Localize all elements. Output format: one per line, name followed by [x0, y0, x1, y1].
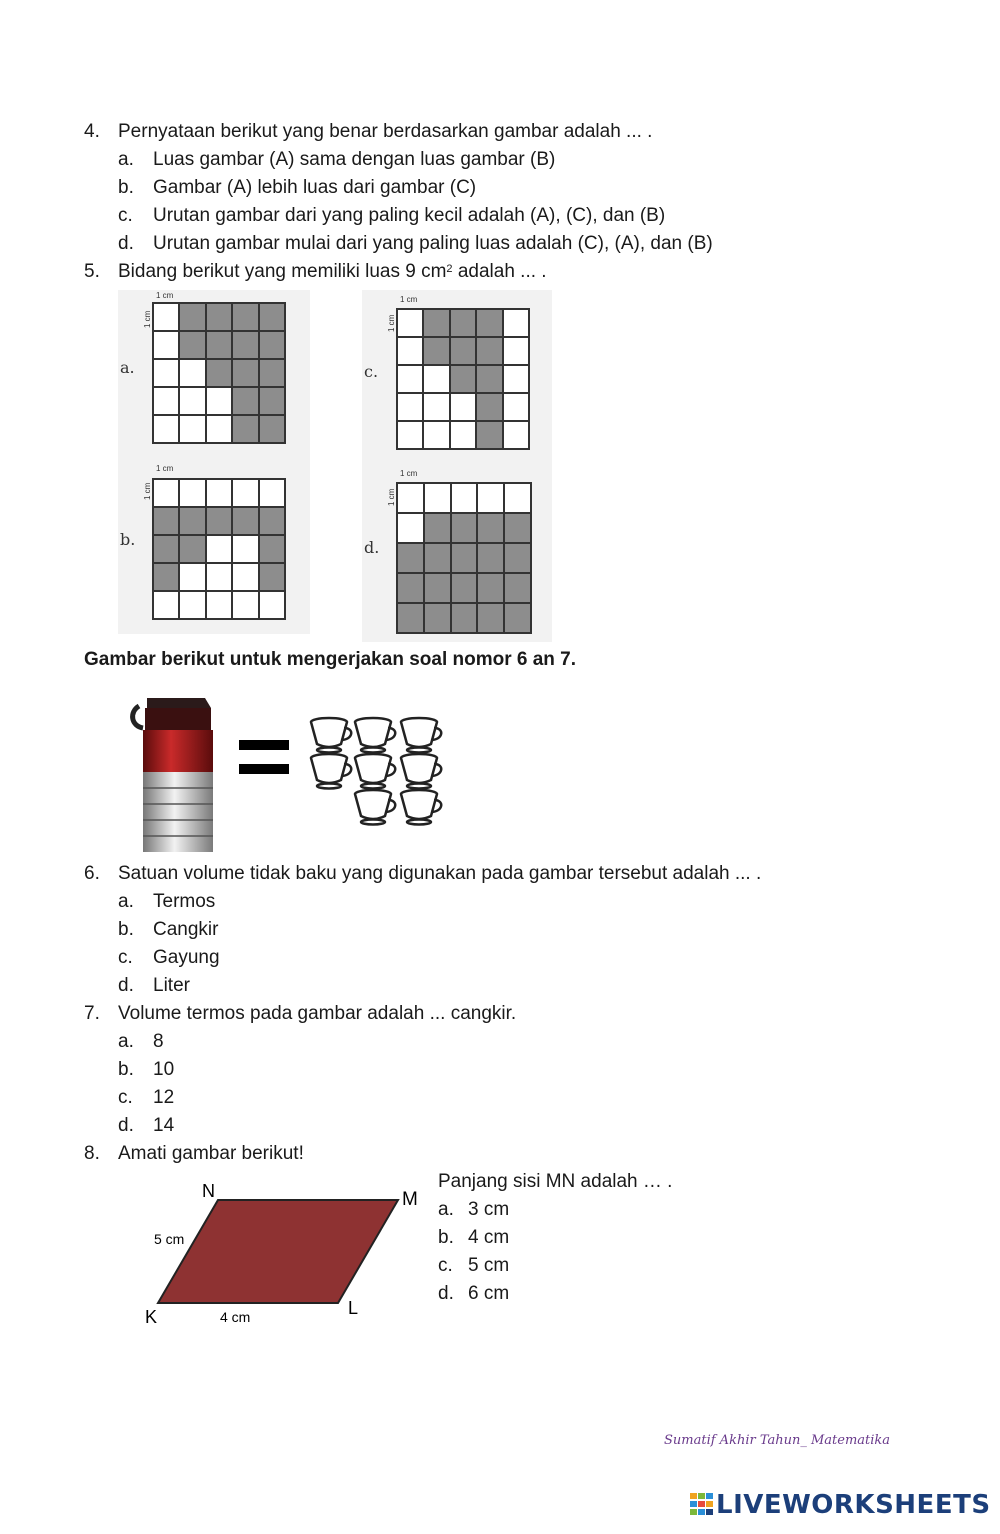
- figure-label: d.: [364, 538, 380, 557]
- thermos-icon: [133, 698, 213, 852]
- grid-cell-shaded: [397, 573, 424, 603]
- grid-cell-shaded: [153, 535, 179, 563]
- grid-cell: [503, 421, 529, 449]
- cup-icon: [401, 790, 441, 825]
- q7-number: 7.: [84, 1003, 100, 1024]
- side-kl-label: 4 cm: [220, 1309, 251, 1325]
- cup-icon: [355, 754, 395, 789]
- grid-cell: [450, 421, 476, 449]
- grid-cell-shaded: [450, 309, 476, 337]
- unit-label-vertical: 1 cm: [143, 310, 152, 328]
- grid-cell-shaded: [451, 543, 478, 573]
- grid-cell: [153, 415, 179, 443]
- unit-label-horizontal: 1 cm: [156, 291, 174, 300]
- grid-cell: [423, 393, 449, 421]
- option-text: 14: [153, 1115, 175, 1136]
- grid-cell: [179, 387, 205, 415]
- option-text: Cangkir: [153, 919, 219, 940]
- option-letter: b.: [118, 1059, 134, 1080]
- vertex-n-label: N: [202, 1181, 215, 1201]
- grid-cell-shaded: [477, 513, 504, 543]
- option-letter: c.: [118, 1087, 133, 1108]
- grid-cell-shaded: [179, 507, 205, 535]
- equals-sign: [239, 740, 289, 774]
- grid-cell-shaded: [259, 535, 285, 563]
- q5-superscript: 2: [446, 263, 453, 275]
- option-text: Gambar (A) lebih luas dari gambar (C): [153, 177, 477, 198]
- grid-cell-shaded: [206, 359, 232, 387]
- grid-cell: [397, 483, 424, 513]
- grid-cell: [503, 309, 529, 337]
- option-text: Urutan gambar mulai dari yang paling luas adalah (C), (A), dan (B): [153, 233, 713, 254]
- grid-cell: [179, 591, 205, 619]
- option-letter: d.: [438, 1283, 454, 1304]
- q6-text: Satuan volume tidak baku yang digunakan pada gambar tersebut adalah ... .: [118, 863, 762, 884]
- grid-cell: [397, 309, 423, 337]
- grid-cell-shaded: [451, 603, 478, 633]
- grid-cell-shaded: [259, 387, 285, 415]
- grid-cell: [153, 591, 179, 619]
- grid-cell: [153, 359, 179, 387]
- grid-cell: [232, 479, 258, 507]
- unit-label-vertical: 1 cm: [387, 314, 396, 332]
- option-letter: a.: [118, 149, 134, 170]
- grid-cell: [206, 563, 232, 591]
- grid-cell-shaded: [232, 507, 258, 535]
- grid-cell-shaded: [232, 415, 258, 443]
- q5-text: [118, 260, 547, 284]
- grid-cell: [397, 421, 423, 449]
- grid-cell-shaded: [476, 393, 502, 421]
- grid-cell: [259, 591, 285, 619]
- unit-label-horizontal: 1 cm: [156, 464, 174, 473]
- grid-cell: [206, 479, 232, 507]
- side-kn-label: 5 cm: [154, 1231, 185, 1247]
- parallelogram-figure: [140, 1175, 440, 1330]
- option-letter: b.: [118, 177, 134, 198]
- unit-label-vertical: 1 cm: [143, 482, 152, 500]
- grid-cell: [179, 359, 205, 387]
- vertex-k-label: K: [145, 1307, 158, 1327]
- q5-number: 5.: [84, 261, 100, 282]
- grid-cell: [153, 331, 179, 359]
- grid-cell: [450, 393, 476, 421]
- grid-cell-shaded: [259, 507, 285, 535]
- grid-cell: [153, 303, 179, 331]
- q5-figure-d: [362, 466, 552, 642]
- grid-cell: [153, 387, 179, 415]
- grid-cell: [179, 479, 205, 507]
- unit-label-horizontal: 1 cm: [400, 295, 418, 304]
- grid-cell: [504, 483, 531, 513]
- option-text: 4 cm: [468, 1227, 510, 1248]
- option-text: Termos: [153, 891, 216, 912]
- q5-text-suffix: adalah ... .: [452, 261, 547, 282]
- grid-cell: [206, 591, 232, 619]
- option-letter: b.: [438, 1227, 454, 1248]
- grid-cell: [477, 483, 504, 513]
- q4-text: Pernyataan berikut yang benar berdasarkan gambar adalah ... .: [118, 121, 653, 142]
- option-letter: c.: [118, 947, 133, 968]
- grid-cell: [206, 387, 232, 415]
- grid-cell-shaded: [477, 573, 504, 603]
- grid-cell-shaded: [179, 303, 205, 331]
- figure-label: b.: [120, 530, 136, 549]
- grid-cell: [179, 415, 205, 443]
- option-letter: c.: [118, 205, 133, 226]
- q8-prompt: Panjang sisi MN adalah … .: [438, 1171, 673, 1192]
- grid-cell: [423, 365, 449, 393]
- option-letter: a.: [438, 1199, 454, 1220]
- grid-cell-shaded: [504, 513, 531, 543]
- grid-cell-shaded: [476, 337, 502, 365]
- grid-cell-shaded: [232, 359, 258, 387]
- grid-cell-shaded: [206, 331, 232, 359]
- grid-cell: [153, 479, 179, 507]
- q5-figure-c: [362, 290, 552, 466]
- grid-cell-shaded: [153, 563, 179, 591]
- grid-cell-shaded: [259, 563, 285, 591]
- unit-label-vertical: 1 cm: [387, 488, 396, 506]
- option-text: 10: [153, 1059, 175, 1080]
- grid-cell-shaded: [259, 415, 285, 443]
- grid-cell-shaded: [259, 303, 285, 331]
- grid-cell-shaded: [424, 543, 451, 573]
- grid-cell-shaded: [259, 331, 285, 359]
- grid-cell: [397, 365, 423, 393]
- grid-cell-shaded: [153, 507, 179, 535]
- option-letter: d.: [118, 233, 134, 254]
- q8-number: 8.: [84, 1143, 100, 1164]
- option-letter: d.: [118, 1115, 134, 1136]
- parallelogram-klmn: [158, 1200, 398, 1303]
- option-text: 5 cm: [468, 1255, 510, 1276]
- q5-grid-a: [152, 302, 286, 444]
- grid-cell-shaded: [504, 603, 531, 633]
- brand-text: LIVEWORKSHEETS: [716, 1490, 991, 1520]
- grid-cell: [206, 415, 232, 443]
- grid-cell-shaded: [397, 543, 424, 573]
- liveworksheets-logo[interactable]: [690, 1490, 991, 1520]
- grid-cell-shaded: [397, 603, 424, 633]
- grid-cell: [259, 479, 285, 507]
- grid-cell-shaded: [451, 513, 478, 543]
- q6-number: 6.: [84, 863, 100, 884]
- grid-cell-shaded: [504, 543, 531, 573]
- vertex-l-label: L: [348, 1298, 359, 1318]
- grid-cell-shaded: [477, 603, 504, 633]
- grid-cell-shaded: [424, 603, 451, 633]
- grid-cell-shaded: [504, 573, 531, 603]
- grid-cell-shaded: [423, 337, 449, 365]
- option-letter: c.: [438, 1255, 453, 1276]
- grid-cell-shaded: [477, 543, 504, 573]
- grid-cell: [179, 563, 205, 591]
- grid-cell-shaded: [476, 365, 502, 393]
- grid-cell-shaded: [476, 309, 502, 337]
- figure-label: a.: [120, 358, 135, 377]
- option-text: Luas gambar (A) sama dengan luas gambar (B): [153, 149, 556, 170]
- grid-cell-shaded: [450, 365, 476, 393]
- grid-cell-shaded: [206, 303, 232, 331]
- option-text: 12: [153, 1087, 175, 1108]
- q5-grid-d: [396, 482, 532, 634]
- grid-cell-shaded: [259, 359, 285, 387]
- option-text: 8: [153, 1031, 164, 1052]
- grid-cell-shaded: [424, 573, 451, 603]
- grid-cell-shaded: [451, 573, 478, 603]
- grid-cell-shaded: [476, 421, 502, 449]
- option-letter: a.: [118, 1031, 134, 1052]
- option-text: Gayung: [153, 947, 220, 968]
- option-letter: d.: [118, 975, 134, 996]
- grid-cell-shaded: [450, 337, 476, 365]
- cup-icon: [401, 718, 441, 753]
- footer-signature: Sumatif Akhir Tahun_ Matematika: [664, 1433, 891, 1448]
- grid-cell: [503, 365, 529, 393]
- grid-cell: [503, 337, 529, 365]
- q5-text-prefix: Bidang berikut yang memiliki luas 9 cm: [118, 261, 447, 282]
- intro-6-7: Gambar berikut untuk mengerjakan soal nomor 6 an 7.: [84, 649, 577, 670]
- q5-grid-b: [152, 478, 286, 620]
- grid-cell: [451, 483, 478, 513]
- q5-figure-a: [118, 290, 310, 466]
- cup-icon: [355, 718, 395, 753]
- grid-cell-shaded: [232, 387, 258, 415]
- grid-cell-shaded: [232, 331, 258, 359]
- grid-cell: [206, 535, 232, 563]
- option-text: Urutan gambar dari yang paling kecil adalah (A), (C), dan (B): [153, 205, 666, 226]
- q4-number: 4.: [84, 121, 100, 142]
- option-letter: a.: [118, 891, 134, 912]
- cup-icon: [311, 754, 351, 789]
- option-letter: b.: [118, 919, 134, 940]
- option-text: 3 cm: [468, 1199, 510, 1220]
- grid-cell: [397, 393, 423, 421]
- grid-cell: [232, 563, 258, 591]
- option-text: 6 cm: [468, 1283, 510, 1304]
- grid-cell: [503, 393, 529, 421]
- grid-cell: [397, 513, 424, 543]
- option-text: Liter: [153, 975, 190, 996]
- cup-icon: [355, 790, 395, 825]
- grid-cell-shaded: [423, 309, 449, 337]
- vertex-m-label: M: [402, 1189, 418, 1210]
- q5-grid-c: [396, 308, 530, 450]
- grid-cell-shaded: [179, 331, 205, 359]
- grid-cell: [232, 535, 258, 563]
- unit-label-horizontal: 1 cm: [400, 469, 418, 478]
- grid-cell: [232, 591, 258, 619]
- q5-figure-b: [118, 466, 310, 634]
- cup-icon: [311, 718, 351, 753]
- cup-icon: [401, 754, 441, 789]
- grid-cell-shaded: [424, 513, 451, 543]
- grid-cell-shaded: [232, 303, 258, 331]
- figure-label: c.: [364, 362, 379, 381]
- thermos-cups-illustration: [125, 690, 455, 855]
- grid-cell: [423, 421, 449, 449]
- grid-cell-shaded: [179, 535, 205, 563]
- grid-cell: [397, 337, 423, 365]
- q8-text: Amati gambar berikut!: [118, 1143, 304, 1164]
- liveworksheets-icon: [690, 1493, 714, 1515]
- grid-cell-shaded: [206, 507, 232, 535]
- q7-text: Volume termos pada gambar adalah ... cangkir.: [118, 1003, 517, 1024]
- grid-cell: [424, 483, 451, 513]
- cups-group: [311, 718, 441, 825]
